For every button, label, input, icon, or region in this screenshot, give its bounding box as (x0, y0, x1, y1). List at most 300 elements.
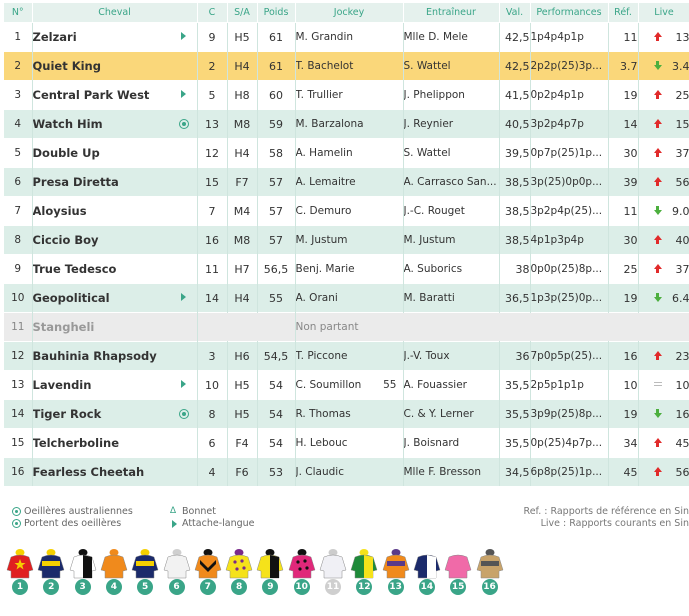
poids: 61 (257, 23, 295, 52)
jockey-cell[interactable] (295, 139, 403, 168)
col-sexe-age[interactable]: S/A (227, 3, 257, 23)
performances: 3p(25)0p0p... (530, 168, 608, 197)
corde: 12 (197, 139, 227, 168)
table-row[interactable] (4, 226, 689, 255)
horse-name[interactable]: Central Park West (32, 88, 150, 102)
horse-cell[interactable] (32, 168, 197, 197)
ref-odds: 30 (608, 226, 638, 255)
horse-cell[interactable] (32, 400, 197, 429)
silk-number: 11 (325, 579, 341, 595)
live-note: Live : Rapports courants en Sin (540, 518, 689, 529)
performances: 2p5p1p1p (530, 371, 608, 400)
horse-cell[interactable] (32, 226, 197, 255)
horse-cell[interactable] (32, 429, 197, 458)
odds-up-icon (653, 235, 663, 245)
horse-name[interactable]: Zelzari (32, 30, 77, 44)
table-row[interactable] (4, 400, 689, 429)
silk-number: 2 (43, 579, 59, 595)
jockey-cell[interactable] (295, 81, 403, 110)
ref-odds: 16 (608, 342, 638, 371)
runner-num: 3 (4, 81, 32, 110)
corde: 5 (197, 81, 227, 110)
table-row[interactable] (4, 255, 689, 284)
live-odds: 3.4 (672, 59, 689, 73)
horse-cell[interactable] (32, 52, 197, 81)
jockey-cell[interactable] (295, 458, 403, 487)
silk-number: 1 (12, 579, 28, 595)
silk-number: 7 (200, 579, 216, 595)
jockey-name[interactable]: A. Hamelin (295, 147, 353, 159)
attache-langue-icon (178, 31, 189, 42)
valeur: 38,5 (499, 197, 530, 226)
live-odds-cell (638, 342, 689, 371)
silk-number: 3 (75, 579, 91, 595)
valeur: 38,5 (499, 168, 530, 197)
odds-up-icon (653, 119, 663, 129)
jockey-silk-icon (6, 548, 34, 580)
live-odds-cell (638, 371, 689, 400)
performances: 7p0p5p(25)... (530, 342, 608, 371)
sexe-age: H4 (227, 139, 257, 168)
non-partant-label: Non partant (295, 313, 689, 342)
sexe-age: H7 (227, 255, 257, 284)
jockey-silk-icon (476, 548, 504, 580)
corde: 9 (197, 23, 227, 52)
col-num[interactable]: N° (4, 3, 32, 23)
jockey-cell[interactable] (295, 284, 403, 313)
live-odds: 15 (675, 117, 689, 131)
horse-cell[interactable] (32, 197, 197, 226)
horse-name[interactable]: Lavendin (32, 378, 92, 392)
jockey-name[interactable]: M. Barzalona (295, 118, 364, 130)
valeur: 39,5 (499, 139, 530, 168)
ref-odds: 39 (608, 168, 638, 197)
valeur: 34,5 (499, 458, 530, 487)
trainer-name[interactable]: A. Fouassier (403, 371, 499, 400)
performances: 0p2p4p1p (530, 81, 608, 110)
horse-cell[interactable] (32, 342, 197, 371)
col-performances[interactable]: Performances (530, 3, 608, 23)
runner-num: 7 (4, 197, 32, 226)
poids: 56,5 (257, 255, 295, 284)
runner-num: 15 (4, 429, 32, 458)
trainer-name[interactable]: J.-V. Toux (403, 342, 499, 371)
horse-name[interactable]: Presa Diretta (32, 175, 119, 189)
table-row[interactable] (4, 110, 689, 139)
valeur: 35,5 (499, 400, 530, 429)
horse-name[interactable]: Ciccio Boy (32, 233, 99, 247)
jockey-silk-icon (69, 548, 97, 580)
horse-name[interactable]: Quiet King (32, 59, 101, 73)
silk-jacket (288, 548, 316, 598)
table-row[interactable] (4, 197, 689, 226)
silk-jacket (69, 548, 97, 598)
runner-num: 5 (4, 139, 32, 168)
corde: 7 (197, 197, 227, 226)
runner-num: 12 (4, 342, 32, 371)
table-row[interactable] (4, 81, 689, 110)
table-row[interactable] (4, 139, 689, 168)
horse-name[interactable]: Tiger Rock (32, 407, 102, 421)
live-odds-cell (638, 400, 689, 429)
sexe-age: F4 (227, 429, 257, 458)
jockey-name[interactable]: T. Trullier (295, 89, 343, 101)
ref-note: Ref. : Rapports de référence en Sin (523, 506, 689, 517)
live-odds-cell (638, 81, 689, 110)
corde: 3 (197, 342, 227, 371)
live-odds: 23 (675, 349, 689, 363)
performances: 0p7p(25)1p... (530, 139, 608, 168)
runner-num: 14 (4, 400, 32, 429)
trainer-name[interactable]: S. Wattel (403, 139, 499, 168)
horse-name[interactable]: True Tedesco (32, 262, 117, 276)
legend-oeilleres-australiennes: Oeillères australiennes (10, 506, 133, 518)
live-odds: 13 (675, 30, 689, 44)
runner-num: 11 (4, 313, 32, 342)
silk-jacket (319, 548, 347, 598)
poids: 55 (257, 284, 295, 313)
silk-number: 4 (106, 579, 122, 595)
jockey-cell[interactable] (295, 197, 403, 226)
live-odds-cell (638, 139, 689, 168)
valeur: 40,5 (499, 110, 530, 139)
live-odds: 25 (675, 88, 689, 102)
valeur: 36 (499, 342, 530, 371)
runner-num: 8 (4, 226, 32, 255)
sexe-age: F6 (227, 458, 257, 487)
ref-odds: 45 (608, 458, 638, 487)
silk-number: 9 (262, 579, 278, 595)
horse-name[interactable]: Geopolitical (32, 291, 110, 305)
odds-stable-icon (653, 380, 663, 390)
trainer-name[interactable]: Mlle F. Bresson (403, 458, 499, 487)
silk-number: 5 (137, 579, 153, 595)
col-live[interactable]: Live (638, 3, 689, 23)
jockey-silk-icon (131, 548, 159, 580)
poids: 57 (257, 197, 295, 226)
table-row[interactable] (4, 168, 689, 197)
corde: 13 (197, 110, 227, 139)
performances: 4p1p3p4p (530, 226, 608, 255)
ref-odds: 25 (608, 255, 638, 284)
jockey-name[interactable]: R. Thomas (295, 408, 351, 420)
jockey-name[interactable]: A. Orani (295, 292, 338, 304)
runner-num: 1 (4, 23, 32, 52)
odds-up-icon (653, 148, 663, 158)
performances: 3p2p4p(25)... (530, 197, 608, 226)
jockey-cell[interactable] (295, 23, 403, 52)
ref-odds: 19 (608, 284, 638, 313)
jockey-cell[interactable] (295, 400, 403, 429)
jockey-cell[interactable] (295, 226, 403, 255)
silk-jacket (194, 548, 222, 598)
table-row[interactable] (4, 23, 689, 52)
corde: 4 (197, 458, 227, 487)
jockey-name[interactable]: M. Grandin (295, 31, 354, 43)
legend-bonnet: ∆ Bonnet (170, 506, 216, 517)
poids: 53 (257, 458, 295, 487)
horse-cell[interactable] (32, 110, 197, 139)
oeilleres-australiennes-icon (12, 507, 21, 516)
table-header-row (4, 3, 689, 23)
odds-up-icon (653, 438, 663, 448)
silk-number: 8 (231, 579, 247, 595)
jockey-cell[interactable] (295, 52, 403, 81)
performances: 3p9p(25)8p... (530, 400, 608, 429)
col-jockey[interactable]: Jockey (295, 3, 403, 23)
ref-odds: 11 (608, 23, 638, 52)
jockey-name[interactable]: T. Piccone (295, 350, 348, 362)
oeilleres-icon (12, 519, 21, 528)
odds-down-icon (653, 206, 663, 216)
ref-odds: 10 (608, 371, 638, 400)
bonnet-icon: ∆ (170, 506, 177, 516)
table-row[interactable] (4, 52, 689, 81)
odds-down-icon (653, 293, 663, 303)
legend-col-1 (10, 506, 133, 530)
sexe-age: H5 (227, 400, 257, 429)
horse-cell[interactable] (32, 371, 197, 400)
col-cheval[interactable]: Cheval (32, 3, 197, 23)
oeilleres-icon (179, 119, 189, 129)
horse-cell[interactable] (32, 81, 197, 110)
horse-name[interactable]: Telcherboline (32, 436, 120, 450)
ref-odds: 11 (608, 197, 638, 226)
legend-odds-notes (524, 506, 689, 530)
horse-name[interactable]: Stangheli (32, 313, 197, 342)
valeur: 41,5 (499, 81, 530, 110)
poids: 59 (257, 110, 295, 139)
silk-number: 13 (388, 579, 404, 595)
silk-jacket (476, 548, 504, 598)
jockey-name[interactable]: C. Demuro (295, 205, 352, 217)
horse-cell[interactable] (32, 458, 197, 487)
trainer-name[interactable]: M. Baratti (403, 284, 499, 313)
trainer-name[interactable]: Mlle D. Mele (403, 23, 499, 52)
sexe-age: H6 (227, 342, 257, 371)
horse-cell[interactable] (32, 284, 197, 313)
odds-up-icon (653, 177, 663, 187)
trainer-name[interactable]: J. Phelippon (403, 81, 499, 110)
sexe-age: H4 (227, 52, 257, 81)
horse-name[interactable]: Bauhinia Rhapsody (32, 349, 157, 363)
sexe-age: F7 (227, 168, 257, 197)
jockey-name[interactable]: M. Justum (295, 234, 348, 246)
valeur: 38 (499, 255, 530, 284)
sexe-age: M8 (227, 110, 257, 139)
poids: 61 (257, 52, 295, 81)
odds-up-icon (653, 32, 663, 42)
valeur: 42,5 (499, 23, 530, 52)
trainer-name[interactable]: J. Reynier (403, 110, 499, 139)
odds-up-icon (653, 264, 663, 274)
live-odds-cell (638, 197, 689, 226)
table-row[interactable] (4, 313, 689, 342)
horse-name[interactable]: Double Up (32, 146, 100, 160)
poids: 54,5 (257, 342, 295, 371)
ref-odds: 3.7 (608, 52, 638, 81)
silk-jacket (350, 548, 378, 598)
horse-name[interactable]: Aloysius (32, 204, 87, 218)
silk-jacket (100, 548, 128, 598)
table-row[interactable] (4, 458, 689, 487)
corde: 15 (197, 168, 227, 197)
valeur: 42,5 (499, 52, 530, 81)
runners-table (4, 3, 689, 486)
poids: 54 (257, 400, 295, 429)
jockey-silk-icon (382, 548, 410, 580)
live-odds: 37 (675, 146, 689, 160)
col-poids[interactable]: Poids (257, 3, 295, 23)
col-corde[interactable]: C (197, 3, 227, 23)
jockey-cell[interactable] (295, 342, 403, 371)
live-odds: 45 (675, 436, 689, 450)
jockey-cell[interactable] (295, 110, 403, 139)
jockey-silk-icon (225, 548, 253, 580)
trainer-name[interactable]: S. Wattel (403, 52, 499, 81)
sexe-age: M4 (227, 197, 257, 226)
odds-up-icon (653, 351, 663, 361)
horse-cell[interactable] (32, 255, 197, 284)
sexe-age: M8 (227, 226, 257, 255)
jockey-silk-icon (256, 548, 284, 580)
corde: 11 (197, 255, 227, 284)
table-row[interactable] (4, 284, 689, 313)
sexe-age: H5 (227, 371, 257, 400)
trainer-name[interactable]: J.-C. Rouget (403, 197, 499, 226)
trainer-name[interactable]: C. & Y. Lerner (403, 400, 499, 429)
live-odds-cell (638, 110, 689, 139)
jockey-weight: 55 (383, 379, 397, 391)
horse-name[interactable]: Watch Him (32, 117, 103, 131)
horse-cell[interactable] (32, 23, 197, 52)
silk-jacket (444, 548, 472, 598)
oeilleres-icon (179, 409, 189, 419)
jockey-silk-icon (350, 548, 378, 580)
live-odds-cell (638, 52, 689, 81)
live-odds-cell (638, 168, 689, 197)
trainer-name[interactable]: M. Justum (403, 226, 499, 255)
poids: 58 (257, 139, 295, 168)
trainer-name[interactable]: A. Suborics (403, 255, 499, 284)
ref-odds: 34 (608, 429, 638, 458)
live-odds: 9.0 (672, 204, 689, 218)
col-entraineur[interactable]: Entraîneur (403, 3, 499, 23)
live-odds-cell (638, 23, 689, 52)
jockey-silk-icon (444, 548, 472, 580)
corde: 10 (197, 371, 227, 400)
odds-up-icon (653, 90, 663, 100)
poids: 57 (257, 226, 295, 255)
performances: 0p0p(25)8p... (530, 255, 608, 284)
performances: 2p2p(25)3p... (530, 52, 608, 81)
col-reference[interactable]: Réf. (608, 3, 638, 23)
silk-jacket (163, 548, 191, 598)
odds-down-icon (653, 409, 663, 419)
corde: 6 (197, 429, 227, 458)
runner-num: 13 (4, 371, 32, 400)
horse-name[interactable]: Fearless Cheetah (32, 465, 145, 479)
runner-num: 6 (4, 168, 32, 197)
valeur: 38,5 (499, 226, 530, 255)
silk-jacket (37, 548, 65, 598)
ref-odds: 14 (608, 110, 638, 139)
jockey-name[interactable]: A. Lemaitre (295, 176, 356, 188)
runner-num: 4 (4, 110, 32, 139)
silk-jacket (256, 548, 284, 598)
col-valeur[interactable]: Val. (499, 3, 530, 23)
jockey-cell[interactable] (295, 371, 403, 400)
jockey-name[interactable]: C. Soumillon (295, 379, 362, 391)
jockey-cell[interactable] (295, 168, 403, 197)
live-odds: 56 (675, 175, 689, 189)
silk-number: 16 (482, 579, 498, 595)
performances: 1p4p4p1p (530, 23, 608, 52)
jockey-silk-icon (163, 548, 191, 580)
odds-up-icon (653, 467, 663, 477)
jockey-silk-icon (288, 548, 316, 580)
table-row[interactable] (4, 371, 689, 400)
jockey-cell[interactable] (295, 429, 403, 458)
poids: 54 (257, 371, 295, 400)
runner-num: 9 (4, 255, 32, 284)
ref-odds: 30 (608, 139, 638, 168)
live-odds: 40 (675, 233, 689, 247)
jockey-cell[interactable] (295, 255, 403, 284)
performances: 1p3p(25)0p... (530, 284, 608, 313)
performances: 0p(25)4p7p... (530, 429, 608, 458)
silk-number: 14 (419, 579, 435, 595)
corde: 2 (197, 52, 227, 81)
attache-langue-icon (170, 519, 179, 528)
jockey-name[interactable]: H. Lebouc (295, 437, 348, 449)
silk-number: 6 (169, 579, 185, 595)
valeur: 36,5 (499, 284, 530, 313)
corde: 14 (197, 284, 227, 313)
poids: 57 (257, 168, 295, 197)
corde: 16 (197, 226, 227, 255)
performances: 3p2p4p7p (530, 110, 608, 139)
legend-oeilleres: Portent des oeillères (10, 518, 133, 530)
live-odds: 16 (675, 407, 689, 421)
jockey-name[interactable]: T. Bachelot (295, 60, 354, 72)
silk-number: 10 (294, 579, 310, 595)
trainer-name[interactable]: J. Boisnard (403, 429, 499, 458)
trainer-name[interactable]: A. Carrasco San... (403, 168, 499, 197)
sexe-age: H5 (227, 23, 257, 52)
jockey-name[interactable]: J. Claudic (295, 466, 344, 478)
table-row[interactable] (4, 429, 689, 458)
corde: 8 (197, 400, 227, 429)
attache-langue-icon (178, 379, 189, 390)
poids: 60 (257, 81, 295, 110)
live-odds: 56 (675, 465, 689, 479)
horse-cell[interactable] (32, 139, 197, 168)
jockey-name[interactable]: Benj. Marie (295, 263, 355, 275)
valeur: 35,5 (499, 429, 530, 458)
silk-jacket (413, 548, 441, 598)
live-odds: 6.4 (672, 291, 689, 305)
live-odds-cell (638, 284, 689, 313)
table-row[interactable] (4, 342, 689, 371)
runner-num: 10 (4, 284, 32, 313)
legend-attache-langue: Attache-langue (168, 518, 255, 530)
runner-num: 2 (4, 52, 32, 81)
live-odds: 10 (675, 378, 689, 392)
live-odds-cell (638, 429, 689, 458)
jockey-silk-icon (194, 548, 222, 580)
valeur: 35,5 (499, 371, 530, 400)
